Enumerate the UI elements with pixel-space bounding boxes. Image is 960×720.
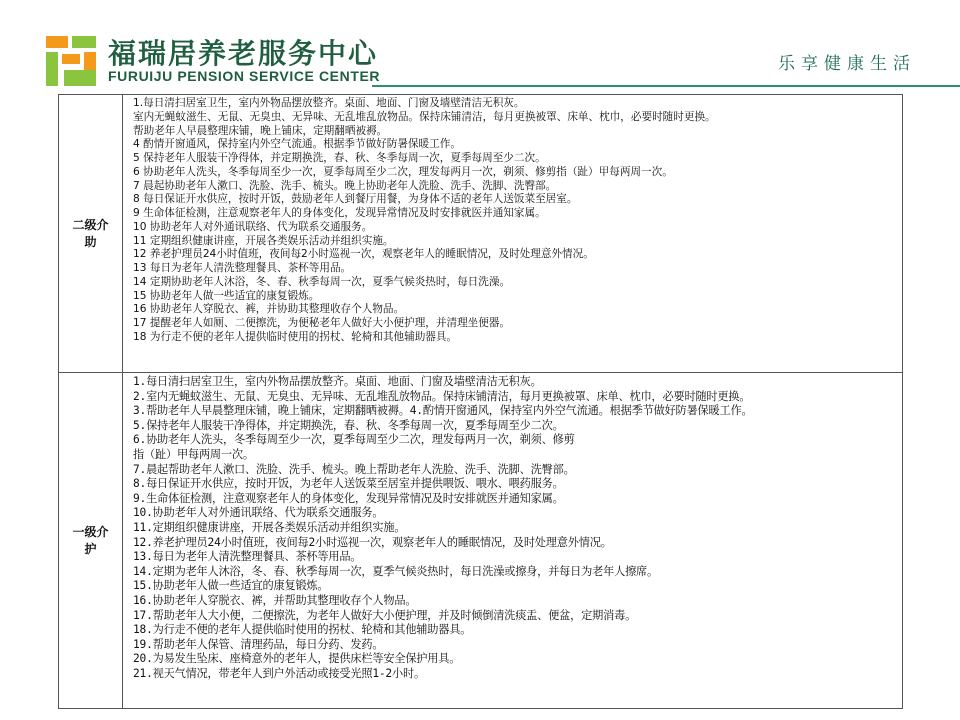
list-item: 15 协助老年人做一些适宜的康复锻炼。 bbox=[133, 289, 320, 302]
service-items bbox=[123, 95, 903, 373]
list-item: 10 协助老年人对外通讯联络、代为联系交通服务。 bbox=[133, 220, 373, 233]
header-divider bbox=[372, 85, 960, 87]
list-item: 9 生命体征检测，注意观察老年人的身体变化，发现异常情况及时安排就医并通知家属。 bbox=[133, 207, 546, 219]
list-item: 11 定期组织健康讲座，开展各类娱乐活动并组织实施。 bbox=[133, 234, 394, 247]
slogan: 乐享健康生活 bbox=[778, 54, 916, 74]
list-item: 2.室内无蝇蚊滋生、无鼠、无臭虫、无异味、无乱堆乱放物品。保持床铺清洁，每月更换被罩、床单、枕巾，必要时随时更换。 bbox=[133, 389, 751, 403]
list-item: 10.协助老年人对外通讯联络、代为联系交通服务。 bbox=[133, 506, 384, 520]
list-item: 8 每日保证开水供应，按时开饭，鼓励老年人到餐厅用餐，为身体不适的老年人送饭菜至居室。 bbox=[133, 193, 578, 206]
level-label: 二级介 助 bbox=[59, 95, 123, 373]
list-item: 17 提醒老年人如厕、二便擦洗，为便秘老年人做好大小便护理，并清理坐便器。 bbox=[133, 317, 511, 329]
list-item: 指（趾）甲每两周一次。 bbox=[133, 447, 254, 461]
list-item: 20.为易发生坠床、座椅意外的老年人，提供床栏等安全保护用具。 bbox=[133, 652, 461, 666]
list-item: 21.视天气情况，带老年人到户外活动或接受光照1-2小时。 bbox=[133, 666, 425, 680]
list-item: 5 保持老年人服装干净得体，并定期换洗，春、秋、冬季每周一次，夏季每周至少二次。 bbox=[133, 152, 546, 164]
list-item: 1.每日清扫居室卫生，室内外物品摆放整齐。桌面、地面、门窗及墙壁清洁无积灰。 bbox=[133, 375, 542, 388]
list-item: 16 协助老年人穿脱衣、裤，并协助其整理收存个人物品。 bbox=[133, 303, 405, 316]
brand-name-cn: 福瑞居养老服务中心 bbox=[108, 37, 379, 70]
list-item: 15.协助老年人做一些适宜的康复锻炼。 bbox=[133, 579, 329, 593]
table-row bbox=[59, 95, 903, 373]
list-item: 12 养老护理员24小时值班，夜间每2小时巡视一次，观察老年人的睡眠情况，及时处理意外情况。 bbox=[133, 248, 594, 261]
list-item: 3.帮助老年人早晨整理床铺，晚上铺床，定期翻晒被褥。4.酌情开窗通风，保持室内外空气流通。根据季节做好防暑保暖工作。 bbox=[133, 404, 753, 418]
service-items bbox=[123, 373, 903, 709]
list-item: 13.每日为老年人清洗整理餐具、茶杯等用品。 bbox=[133, 550, 362, 564]
list-item: 14 定期协助老年人沐浴，冬、春、秋季每周一次，夏季气候炎热时，每日洗澡。 bbox=[133, 275, 511, 288]
list-item: 12.养老护理员24小时值班，夜间每2小时巡视一次，观察老年人的睡眠情况，及时处理意外情况。 bbox=[133, 535, 612, 549]
list-item: 6.协助老年人洗头，冬季每周至少一次，夏季每周至少二次，理发每两月一次，剃须、修剪 bbox=[133, 433, 575, 447]
logo-icon bbox=[46, 36, 98, 86]
list-item: 17.帮助老年人大小便，二便擦洗，为老年人做好大小便护理，并及时倾倒清洗痰盂、便盆，定期消毒。 bbox=[133, 608, 637, 622]
list-item: 8.每日保证开水供应，按时开饭，为老年人送饭菜至居室并提供喂饭、喂水、喂药服务。 bbox=[133, 477, 564, 491]
list-item: 11.定期组织健康讲座，开展各类娱乐活动并组织实施。 bbox=[133, 520, 406, 534]
list-item: 19.帮助老年人保管、清理药品，每日分药、发药。 bbox=[133, 637, 384, 651]
list-item: 9.生命体征检测，注意观察老年人的身体变化，发现异常情况及时安排就医并通知家属。 bbox=[133, 491, 564, 505]
brand-name-en: FURUIJU PENSION SERVICE CENTER bbox=[108, 68, 381, 84]
list-item: 18.为行走不便的老年人提供临时使用的拐杖、轮椅和其他辅助器具。 bbox=[133, 623, 472, 637]
page-header bbox=[0, 0, 960, 92]
list-item: 13 每日为老年人清洗整理餐具、茶杯等用品。 bbox=[133, 262, 352, 274]
table-row bbox=[59, 373, 903, 709]
list-item: 18 为行走不便的老年人提供临时使用的拐杖、轮椅和其他辅助器具。 bbox=[133, 330, 458, 343]
list-item: 1.每日清扫居室卫生，室内外物品摆放整齐。桌面、地面、门窗及墙壁清洁无积灰。 bbox=[133, 97, 525, 109]
service-content-table bbox=[58, 94, 903, 709]
list-item: 7 晨起协助老年人漱口、洗脸、洗手、梳头。晚上协助老年人洗脸、洗手、洗脚、洗臀部。 bbox=[133, 179, 557, 192]
list-item: 帮助老年人早晨整理床铺，晚上铺床，定期翻晒被褥。 bbox=[133, 124, 388, 137]
list-item: 4 酌情开窗通风，保持室内外空气流通。根据季节做好防暑保暖工作。 bbox=[133, 138, 461, 151]
list-item: 6 协助老年人洗头，冬季每周至少一次，夏季每周至少二次，理发每两月一次，剃须、修剪指（趾）甲每两周一次。 bbox=[133, 165, 673, 178]
level-label: 一级介 护 bbox=[59, 373, 123, 709]
list-item: 16.协助老年人穿脱衣、裤，并帮助其整理收存个人物品。 bbox=[133, 593, 417, 607]
list-item: 7.晨起帮助老年人漱口、洗脸、洗手、梳头。晚上帮助老年人洗脸、洗手、洗脚、洗臀部。 bbox=[133, 462, 575, 476]
list-item: 14.定期为老年人沐浴，冬、春、秋季每周一次，夏季气候炎热时，每日洗澡或擦身，并每日为老年人擦席。 bbox=[133, 564, 659, 578]
list-item: 室内无蝇蚊滋生、无鼠、无臭虫、无异味、无乱堆乱放物品。保持床铺清洁，每月更换被罩、床单、枕巾，必要时随时更换。 bbox=[133, 110, 716, 123]
list-item: 5.保持老年人服装干净得体，并定期换洗，春、秋、冬季每周一次，夏季每周至少二次。 bbox=[133, 418, 564, 432]
